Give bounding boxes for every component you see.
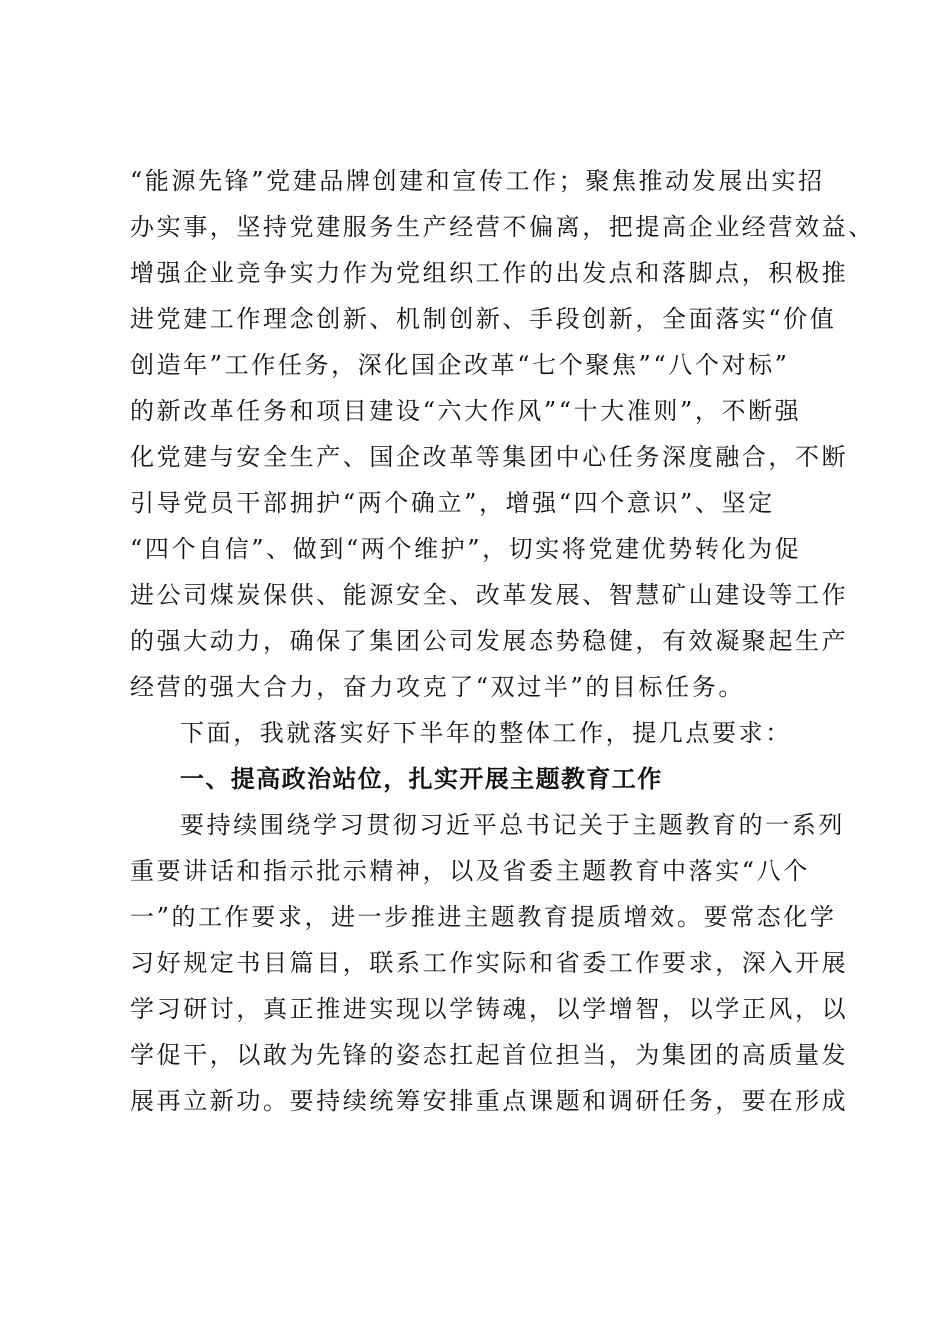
- text-line: 经营的强大合力，奋力攻克了“双过半”的目标任务。: [130, 673, 745, 701]
- text-line: 的强大动力，确保了集团公司发展态势稳健，有效凝聚起生产: [130, 627, 849, 655]
- text-line: 学促干，以敢为先锋的姿态扛起首位担当，为集团的高质量发: [130, 1041, 849, 1069]
- text-line: 增强企业竞争实力作为党组织工作的出发点和落脚点，积极推: [130, 259, 849, 287]
- text-line: 引导党员干部拥护“两个确立”，增强“四个意识”、坚定: [130, 489, 775, 517]
- text-line: 进公司煤炭保供、能源安全、改革发展、智慧矿山建设等工作: [130, 581, 849, 609]
- text-line: 创造年”工作任务，深化国企改革“七个聚焦”“八个对标”: [130, 351, 790, 379]
- text-line: 办实事，坚持党建服务生产经营不偏离，把提高企业经营效益、: [130, 213, 875, 241]
- text-line: 的新改革任务和项目建设“六大作风”“十大准则”，不断强: [130, 397, 802, 425]
- text-line: 学习研讨，真正推进实现以学铸魂，以学增智，以学正风，以: [130, 995, 849, 1023]
- intro-line: 下面，我就落实好下半年的整体工作，提几点要求：: [180, 719, 792, 747]
- text-line: 要持续围绕学习贯彻习近平总书记关于主题教育的一系列: [180, 811, 845, 839]
- section-heading: 一、提高政治站位，扎实开展主题教育工作: [180, 765, 663, 793]
- text-line: 一”的工作要求，进一步推进主题教育提质增效。要常态化学: [130, 903, 837, 931]
- text-line: 重要讲话和指示批示精神，以及省委主题教育中落实“八个: [130, 857, 810, 885]
- text-line: “四个自信”、做到“两个维护”，切实将党建优势转化为促: [130, 535, 802, 563]
- text-line: 展再立新功。要持续统筹安排重点课题和调研任务，要在形成: [130, 1087, 849, 1115]
- text-line: 进党建工作理念创新、机制创新、手段创新，全面落实“价值: [130, 305, 837, 333]
- text-line: “能源先锋”党建品牌创建和宣传工作；聚焦推动发展出实招: [130, 167, 825, 195]
- text-line: 化党建与安全生产、国企改革等集团中心任务深度融合，不断: [130, 443, 849, 471]
- text-line: 习好规定书目篇目，联系工作实际和省委工作要求，深入开展: [130, 949, 849, 977]
